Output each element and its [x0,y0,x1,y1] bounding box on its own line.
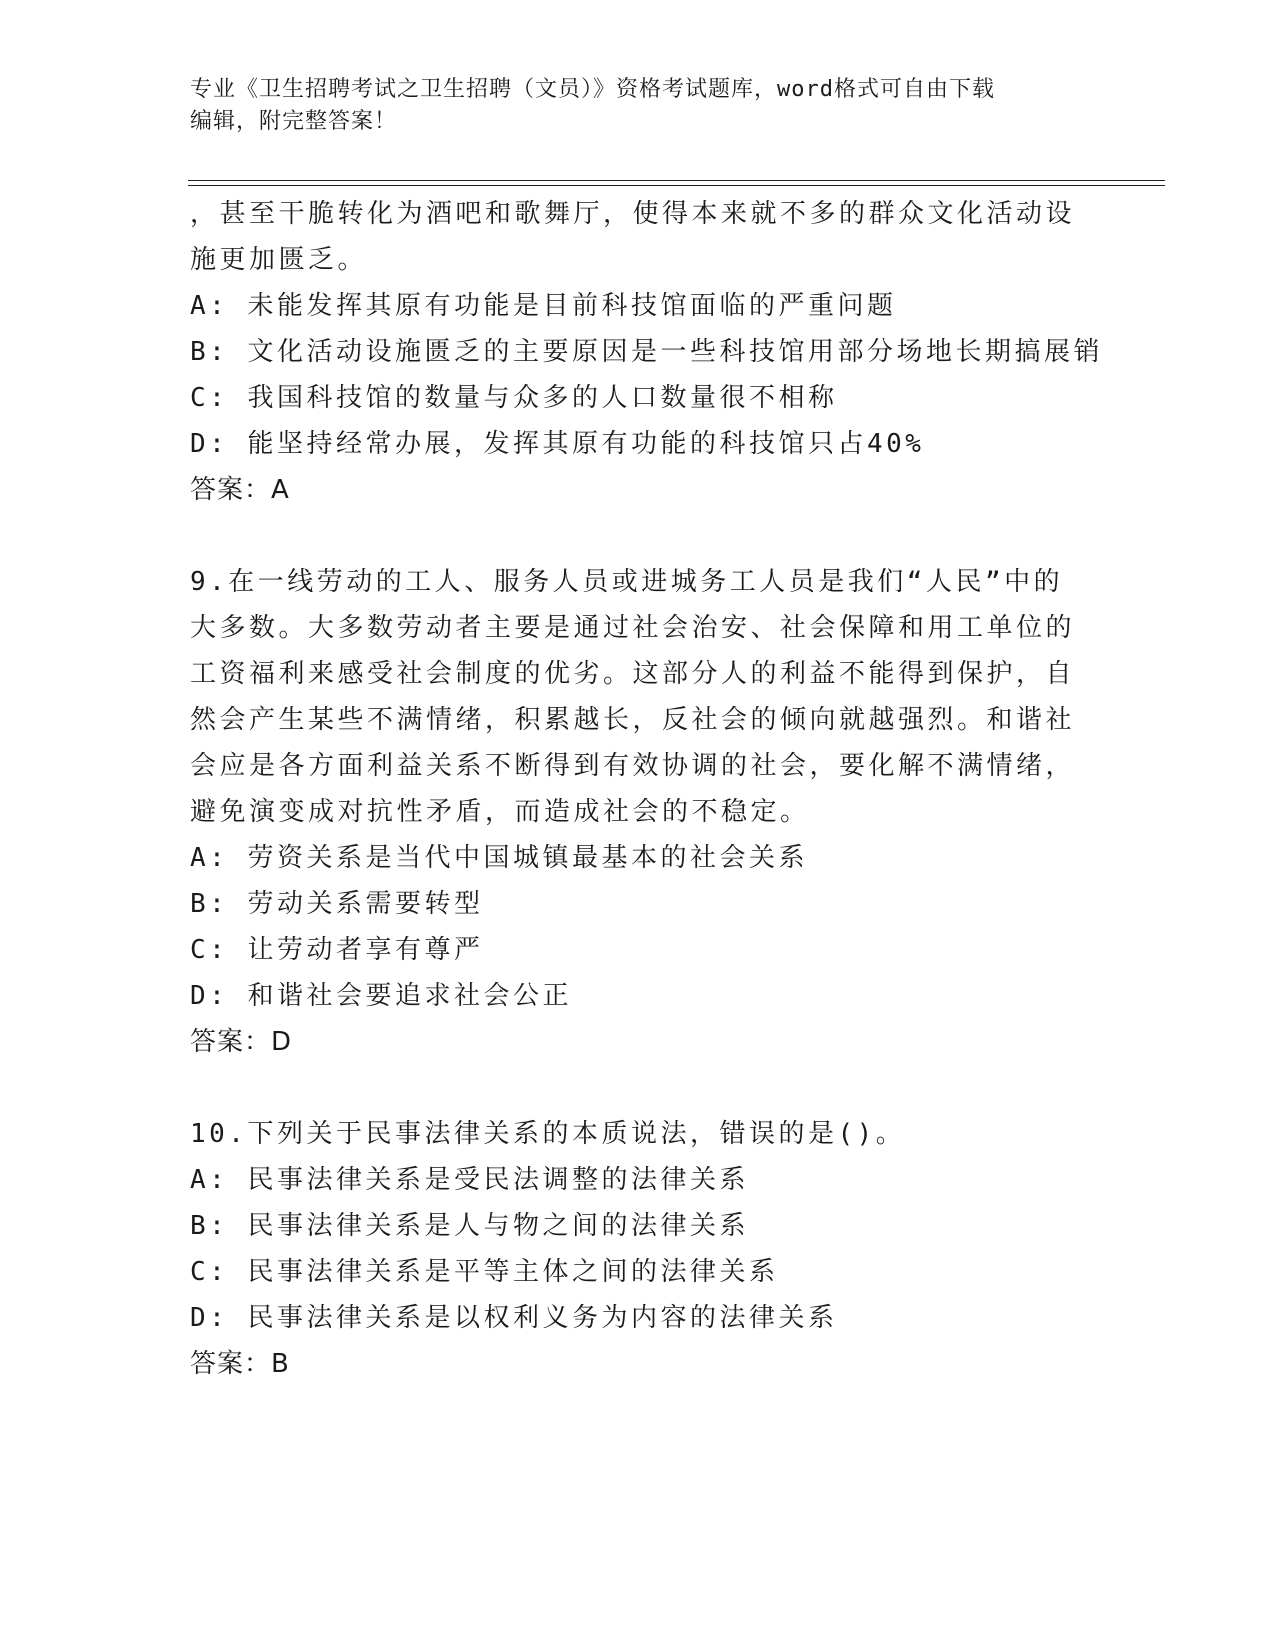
document-body [190,191,1103,1387]
question-10 [190,1111,1090,1387]
spacer [190,513,1090,559]
question-9-option-a: A: 劳资关系是当代中国城镇最基本的社会关系 [190,843,808,873]
question-8-option-d: D: 能坚持经常办展，发挥其原有功能的科技馆只占40% [190,429,925,459]
question-9-text-line: 大多数。大多数劳动者主要是通过社会治安、社会保障和用工单位的 [190,613,1076,643]
header-title-line-1: 专业《卫生招聘考试之卫生招聘（文员）》资格考试题库，word格式可自由下载 [190,77,995,102]
document-header [190,74,1090,138]
question-8-text-line: 施更加匮乏。 [190,245,368,275]
question-10-option-a: A: 民事法律关系是受民法调整的法律关系 [190,1165,749,1195]
question-9-text-line: 会应是各方面利益关系不断得到有效协调的社会，要化解不满情绪， [190,751,1076,781]
question-10-option-b: B: 民事法律关系是人与物之间的法律关系 [190,1211,749,1241]
header-divider-top [188,180,1165,181]
question-8-text-line: ，甚至干脆转化为酒吧和歌舞厅，使得本来就不多的群众文化活动设 [190,199,1076,229]
question-8-option-b: B: 文化活动设施匮乏的主要原因是一些科技馆用部分场地长期搞展销 [190,337,1103,367]
question-8 [190,191,1103,513]
question-10-option-d: D: 民事法律关系是以权利义务为内容的法律关系 [190,1303,838,1333]
question-10-answer: 答案：B [190,1349,290,1379]
question-9-text-line: 避免演变成对抗性矛盾，而造成社会的不稳定。 [190,797,810,827]
question-9-text-line: 然会产生某些不满情绪，积累越长，反社会的倾向就越强烈。和谐社 [190,705,1076,735]
question-9 [190,559,1090,1065]
question-8-option-a: A: 未能发挥其原有功能是目前科技馆面临的严重问题 [190,291,897,321]
question-9-option-b: B: 劳动关系需要转型 [190,889,484,919]
question-9-answer: 答案：D [190,1027,293,1057]
question-9-text-line: 9.在一线劳动的工人、服务人员或进城务工人员是我们“人民”中的 [190,567,1064,597]
question-9-text-line: 工资福利来感受社会制度的优劣。这部分人的利益不能得到保护，自 [190,659,1076,689]
question-9-option-c: C: 让劳动者享有尊严 [190,935,484,965]
question-10-text: 10.下列关于民事法律关系的本质说法，错误的是()。 [190,1119,906,1149]
question-10-option-c: C: 民事法律关系是平等主体之间的法律关系 [190,1257,779,1287]
question-9-option-d: D: 和谐社会要追求社会公正 [190,981,572,1011]
question-8-option-c: C: 我国科技馆的数量与众多的人口数量很不相称 [190,383,838,413]
question-8-answer: 答案：A [190,475,290,505]
spacer [190,1065,1090,1111]
header-divider-bottom [188,185,1165,186]
header-title-line-2: 编辑，附完整答案！ [190,109,398,134]
